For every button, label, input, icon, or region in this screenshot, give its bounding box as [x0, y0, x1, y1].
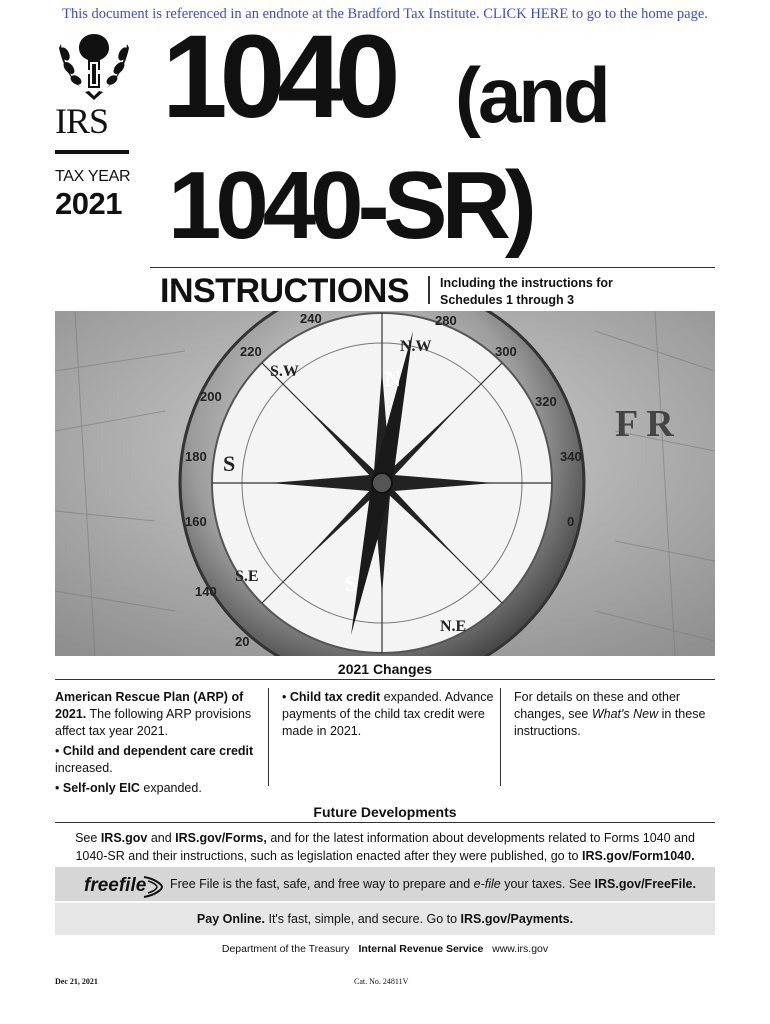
future-text-2: and [147, 831, 176, 845]
map-lettering [615, 403, 674, 445]
svg-text:200: 200 [200, 389, 222, 404]
irs-name: Internal Revenue Service [358, 943, 484, 955]
eic-text: expanded. [139, 781, 202, 795]
changes-column-2 [282, 689, 494, 743]
arp-heading: American Rescue Plan (ARP) of 2021. [55, 690, 244, 721]
svg-text:freefile: freefile [84, 875, 147, 896]
irs-site-link[interactable]: www.irs.gov [492, 943, 549, 955]
dept-treasury: Department of the Treasury [221, 943, 350, 955]
compass-letter-s: S [345, 571, 358, 596]
pay-online-rest: It's fast, simple, and secure. Go to [265, 912, 461, 926]
irs-wordmark: IRS [55, 101, 109, 141]
efile-italic: e-file [473, 877, 501, 891]
future-developments-heading: Future Developments [313, 804, 457, 820]
care-credit-bold: Child and dependent care credit [62, 744, 254, 758]
svg-text:300: 300 [495, 344, 517, 359]
changes-rule [55, 679, 715, 680]
changes-column-1 [55, 689, 260, 800]
bullet-icon: • [55, 781, 63, 795]
compass-letter-n: N [385, 366, 401, 391]
svg-text:160: 160 [185, 514, 207, 529]
freefile-text-1: Free File is the fast, safe, and free way to prepare and [170, 877, 474, 891]
whats-new-ref: What's New [591, 707, 659, 721]
future-text-1: See [75, 831, 101, 845]
column-divider-2 [500, 688, 501, 786]
instructions-subtitle [440, 275, 613, 309]
bradford-home-link[interactable]: This document is referenced in an endnote at the Bradford Tax Institute. CLICK HERE to go to the home page. [62, 6, 708, 22]
svg-text:0: 0 [567, 514, 575, 529]
svg-text:320: 320 [535, 394, 557, 409]
title-and: (and [455, 51, 608, 139]
compass-letter-se: S.E [235, 568, 259, 585]
logo-divider [55, 150, 129, 154]
changes-heading: 2021 Changes [337, 661, 433, 677]
svg-text:280: 280 [435, 313, 457, 328]
svg-text:220: 220 [240, 344, 262, 359]
care-credit-text: increased. [55, 761, 113, 775]
freefile-text [170, 877, 696, 891]
department-line [0, 943, 770, 955]
svg-text:140: 140 [195, 584, 217, 599]
heading-separator [428, 276, 430, 304]
pay-online-text [0, 912, 770, 926]
instructions-subtitle-line2: Schedules 1 through 3 [440, 292, 575, 307]
svg-text:340: 340 [560, 449, 582, 464]
eic-bold: Self-only EIC [62, 781, 140, 795]
bullet-icon: • [55, 744, 63, 758]
irs-gov-freefile-link[interactable]: IRS.gov/FreeFile. [594, 877, 696, 891]
catalog-number: Cat. No. 24811V [354, 977, 409, 986]
tax-year-value: 2021 [55, 186, 122, 221]
column-divider-1 [268, 688, 269, 786]
instructions-subtitle-line1: Including the instructions for [440, 276, 613, 290]
freefile-logo[interactable] [82, 873, 166, 904]
compass-letter-sw: S.W [270, 363, 299, 380]
irs-gov-payments-link[interactable]: IRS.gov/Payments. [460, 912, 574, 926]
svg-text:240: 240 [300, 311, 322, 326]
irs-gov-link[interactable]: IRS.gov [100, 831, 148, 845]
instructions-heading: INSTRUCTIONS [160, 272, 409, 310]
form-number-title: 1040 [162, 11, 393, 143]
compass-photo [55, 311, 715, 656]
form-sr-title: 1040-SR) [168, 152, 531, 259]
compass-letter-ne: N.E [440, 618, 467, 635]
future-developments-text [70, 829, 700, 865]
svg-text:180: 180 [185, 449, 207, 464]
changes-column-3 [514, 689, 714, 743]
child-tax-credit-text: expanded. Advance payments of the child tax credit were made in 2021. [282, 690, 494, 738]
revision-date: Dec 21, 2021 [55, 977, 98, 986]
child-tax-credit-bold: Child tax credit [289, 690, 381, 704]
arp-text: The following ARP provisions affect tax year 2021. [55, 707, 252, 738]
irs-gov-form1040-link[interactable]: IRS.gov/Form1040. [582, 849, 695, 864]
details-text: For details on these and other changes, see [514, 690, 681, 721]
tax-year-label: TAX YEAR [55, 168, 131, 185]
future-text-3: and for the latest information about developments related to Forms 1040 and 1040-SR and their instructions, such as legislation enacted after they were published, go to [75, 831, 695, 864]
svg-text:F R: F R [615, 403, 674, 445]
compass-letter-nw: N.W [400, 338, 432, 355]
irs-logo [55, 30, 133, 142]
svg-text:20: 20 [235, 634, 250, 649]
compass-letter-s-west: S [223, 451, 236, 476]
title-rule [150, 267, 715, 268]
irs-eagle-emblem-icon [55, 30, 133, 102]
details-text-end: in these instructions. [514, 707, 706, 738]
irs-gov-forms-link[interactable]: IRS.gov/Forms, [175, 831, 267, 845]
future-rule [55, 822, 715, 823]
bullet-icon: • [282, 690, 290, 704]
pay-online-bold: Pay Online. [196, 912, 265, 926]
freefile-text-2: your taxes. See [500, 877, 595, 891]
